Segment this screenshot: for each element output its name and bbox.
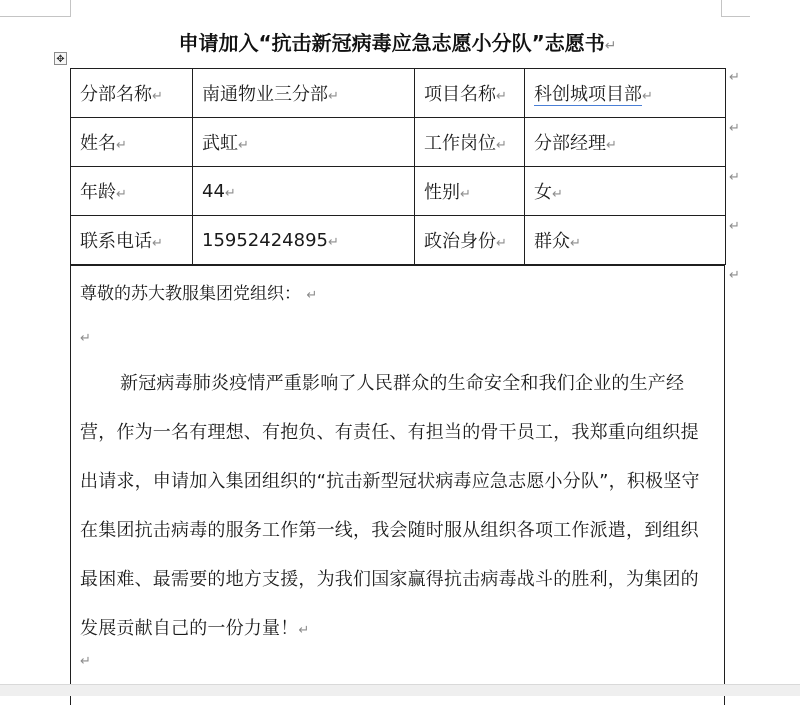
- empty-paragraph-mark: ↵: [80, 331, 91, 346]
- cell-end-mark: ↵: [496, 138, 507, 153]
- cell-end-mark: ↵: [460, 187, 471, 202]
- field-value-cell[interactable]: 南通物业三分部↵: [193, 69, 415, 118]
- cell-end-mark: ↵: [238, 138, 249, 153]
- paragraph-mark: ↵: [604, 38, 617, 54]
- cell-end-mark: ↵: [328, 89, 339, 104]
- page-corner-mark-left: [0, 0, 71, 17]
- spellcheck-underlined-text: 科创城项目部: [534, 84, 642, 105]
- empty-paragraph-mark: ↵: [80, 654, 91, 669]
- letter-cell[interactable]: [70, 265, 725, 705]
- table-row: [71, 69, 726, 118]
- cell-end-mark: ↵: [327, 234, 339, 250]
- cell-end-mark: ↵: [116, 187, 127, 202]
- table-row: [71, 118, 726, 167]
- field-label-cell[interactable]: 联系电话↵: [71, 216, 193, 265]
- paragraph-mark: ↵: [298, 623, 310, 638]
- row-end-mark: ↵: [729, 219, 740, 234]
- letter-body-paragraph: 新冠病毒肺炎疫情严重影响了人民群众的生命安全和我们企业的生产经营，作为一名有理想、有抱负、有责任、有担当的骨干员工，我郑重向组织提出请求，申请加入集团组织的“抗击新型冠状病毒应急志愿小分队”，积极坚守在集团抗击病毒的服务工作第一线，我会随时服从组织各项工作派遣，到组织最困难、最需要的地方支援，为我们国家赢得抗击病毒战斗的胜利，为集团的发展贡献自己的一份力量！↵: [80, 373, 700, 639]
- field-label-cell[interactable]: 姓名↵: [71, 118, 193, 167]
- document-title-text: 申请加入“抗击新冠病毒应急志愿小分队”志愿书: [178, 31, 605, 55]
- field-value-cell[interactable]: 武虹↵: [193, 118, 415, 167]
- field-label-cell[interactable]: 政治身份↵: [415, 216, 525, 265]
- cell-end-mark: ↵: [606, 138, 617, 153]
- field-label-cell[interactable]: 工作岗位↵: [415, 118, 525, 167]
- row-end-mark: ↵: [729, 170, 740, 185]
- document-title[interactable]: [70, 28, 725, 58]
- page-corner-mark-right: [721, 0, 750, 17]
- field-value-cell[interactable]: [525, 69, 726, 118]
- field-value-cell[interactable]: 44↵: [193, 167, 415, 216]
- field-label-cell[interactable]: 项目名称↵: [415, 69, 525, 118]
- cell-end-mark: ↵: [570, 236, 581, 251]
- field-value-cell[interactable]: 15952424895↵: [193, 216, 415, 265]
- cell-end-mark: ↵: [116, 138, 127, 153]
- row-end-mark: ↵: [729, 121, 740, 136]
- horizontal-scrollbar[interactable]: [0, 684, 800, 696]
- paragraph-mark: ↵: [306, 288, 318, 303]
- table-move-handle-icon[interactable]: ✥: [54, 52, 67, 65]
- table-row: [71, 216, 726, 265]
- row-end-mark: ↵: [729, 268, 740, 283]
- row-end-mark: ↵: [729, 70, 740, 85]
- cell-end-mark: ↵: [496, 236, 507, 251]
- cell-end-mark: ↵: [152, 89, 163, 104]
- table-row: [71, 167, 726, 216]
- cell-end-mark: ↵: [496, 89, 507, 104]
- cell-end-mark: ↵: [642, 89, 653, 104]
- field-label-cell[interactable]: 年龄↵: [71, 167, 193, 216]
- cell-end-mark: ↵: [224, 185, 236, 201]
- cell-end-mark: ↵: [152, 236, 163, 251]
- field-value-cell[interactable]: 分部经理↵: [525, 118, 726, 167]
- field-label-cell[interactable]: 性别↵: [415, 167, 525, 216]
- field-value-cell[interactable]: 群众↵: [525, 216, 726, 265]
- field-label-cell[interactable]: 分部名称↵: [71, 69, 193, 118]
- applicant-info-table: [70, 68, 726, 265]
- letter-salutation: 尊敬的苏大教服集团党组织： ↵: [80, 284, 318, 304]
- cell-end-mark: ↵: [552, 187, 563, 202]
- field-value-cell[interactable]: 女↵: [525, 167, 726, 216]
